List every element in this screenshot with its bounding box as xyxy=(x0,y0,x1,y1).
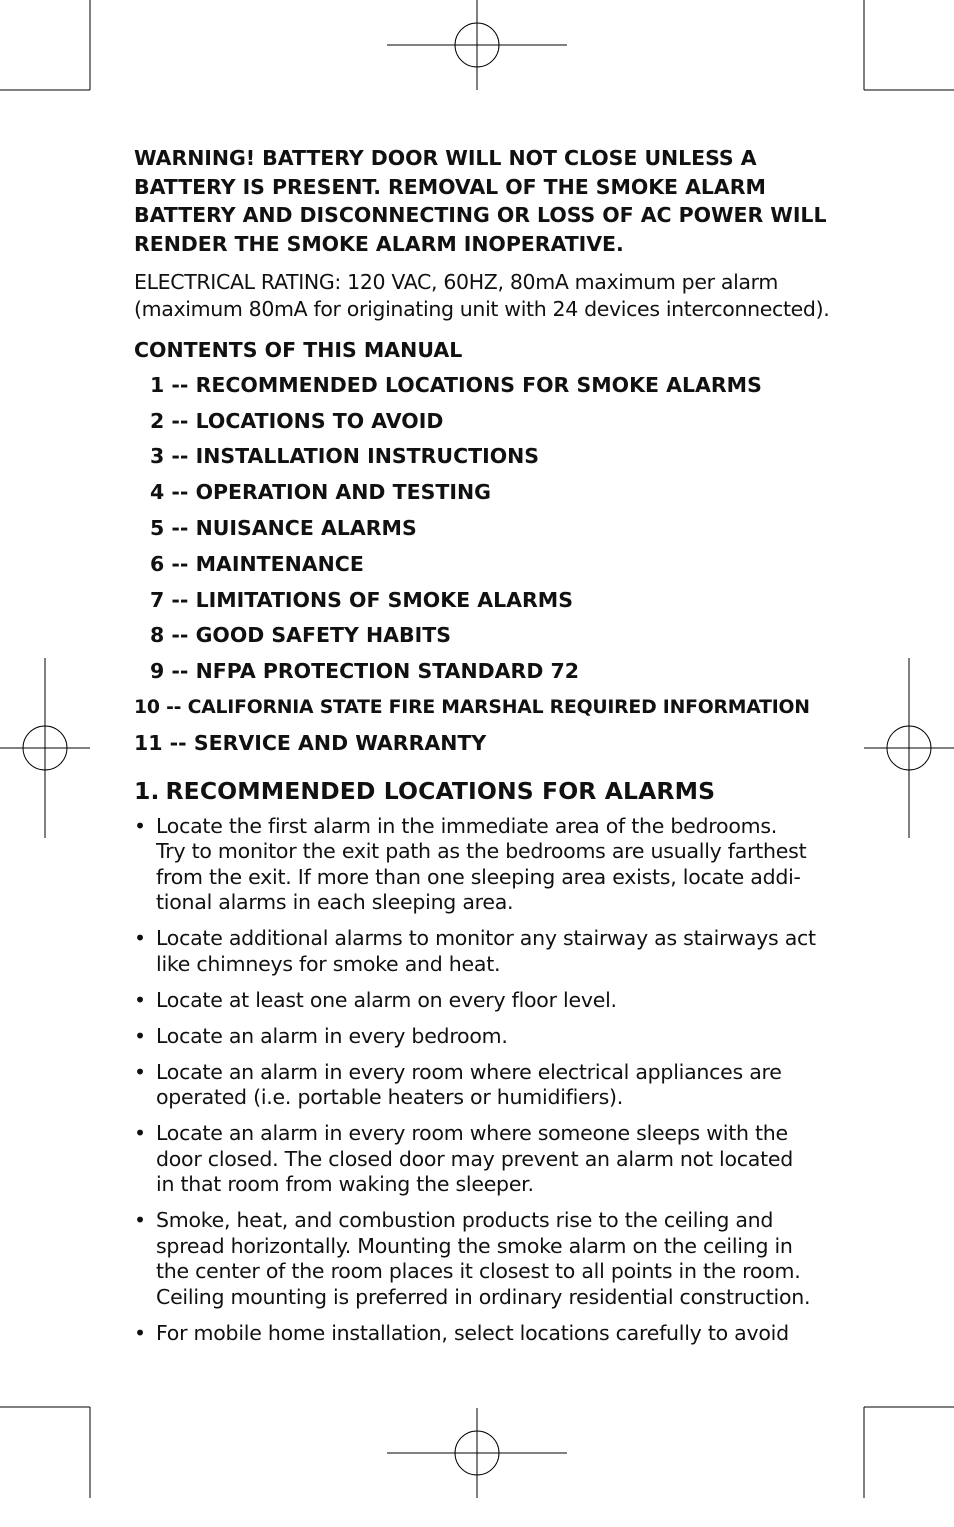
toc-item-label: CALIFORNIA STATE FIRE MARSHAL REQUIRED INFORMATION xyxy=(187,696,810,718)
bullet-line: Locate additional alarms to monitor any stairway as stairways act xyxy=(156,926,816,951)
electrical-rating xyxy=(134,269,834,324)
bullet-line: the center of the room places it closest to all points in the room. xyxy=(156,1259,801,1284)
toc-item-3 xyxy=(134,439,834,475)
toc-item-11 xyxy=(134,726,834,762)
bullet-icon: • xyxy=(134,926,146,951)
list-item xyxy=(134,988,834,1014)
bullet-icon: • xyxy=(134,1320,146,1345)
toc-item-number: 3 -- xyxy=(150,444,189,469)
list-item xyxy=(134,1208,834,1310)
manual-page xyxy=(134,144,834,1357)
registration-mark-bottom xyxy=(387,1408,567,1498)
toc-item-8 xyxy=(134,618,834,654)
toc-item-number: 9 -- xyxy=(150,659,189,684)
list-item xyxy=(134,1060,834,1111)
bullet-line: like chimneys for smoke and heat. xyxy=(156,951,501,976)
bullet-line: in that room from waking the sleeper. xyxy=(156,1172,534,1197)
bullet-line: Locate an alarm in every bedroom. xyxy=(156,1023,508,1048)
bullet-line: operated (i.e. portable heaters or humidifiers). xyxy=(156,1085,624,1110)
bullet-line: Locate an alarm in every room where electrical appliances are xyxy=(156,1059,782,1084)
electrical-rating-line-1: ELECTRICAL RATING: 120 VAC, 60HZ, 80mA maximum per alarm xyxy=(134,269,778,294)
toc-item-number: 8 -- xyxy=(150,623,189,648)
registration-mark-left xyxy=(0,658,90,838)
bullet-line: For mobile home installation, select locations carefully to avoid xyxy=(156,1320,789,1345)
battery-warning: WARNING! BATTERY DOOR WILL NOT CLOSE UNLESS A BATTERY IS PRESENT. REMOVAL OF THE SMOKE ALARM BATTERY AND DISCONNECTING OR LOSS OF AC POWER WILL RENDER THE SMOKE ALARM INOPERATIVE. xyxy=(134,146,827,257)
registration-mark-right xyxy=(864,658,954,838)
bullet-line: spread horizontally. Mounting the smoke alarm on the ceiling in xyxy=(156,1233,793,1258)
bullet-line: tional alarms in each sleeping area. xyxy=(156,890,514,915)
location-bullets xyxy=(134,814,834,1347)
toc-item-label: GOOD SAFETY HABITS xyxy=(195,623,452,648)
toc-item-number: 6 -- xyxy=(150,551,189,576)
bullet-icon: • xyxy=(134,1023,146,1048)
toc-item-number: 1 -- xyxy=(150,372,189,397)
toc-item-label: LIMITATIONS OF SMOKE ALARMS xyxy=(195,587,573,612)
toc-item-number: 7 -- xyxy=(150,587,189,612)
bullet-line: Locate an alarm in every room where someone sleeps with the xyxy=(156,1121,788,1145)
toc-item-number: 5 -- xyxy=(150,516,189,540)
list-item xyxy=(134,1024,834,1050)
table-of-contents xyxy=(134,368,834,762)
toc-item-1 xyxy=(134,368,834,404)
section-number: 1. xyxy=(134,776,160,805)
toc-item-label: NFPA PROTECTION STANDARD 72 xyxy=(195,659,579,684)
toc-item-5 xyxy=(134,511,834,547)
list-item xyxy=(134,1121,834,1198)
electrical-rating-line-2: (maximum 80mA for originating unit with 24 devices interconnected). xyxy=(134,297,830,322)
bullet-line: Locate the first alarm in the immediate area of the bedrooms. xyxy=(156,813,778,838)
bullet-line: Try to monitor the exit path as the bedrooms are usually farthest xyxy=(156,839,807,864)
toc-item-number: 11 -- xyxy=(134,730,187,755)
registration-mark-top xyxy=(387,0,567,90)
toc-item-label: LOCATIONS TO AVOID xyxy=(195,408,444,433)
toc-item-label: INSTALLATION INSTRUCTIONS xyxy=(195,444,540,469)
bullet-line: from the exit. If more than one sleeping area exists, locate addi- xyxy=(156,864,801,889)
toc-item-6 xyxy=(134,547,834,583)
section-1-heading xyxy=(134,774,834,808)
toc-item-4 xyxy=(134,475,834,511)
section-title: RECOMMENDED LOCATIONS FOR ALARMS xyxy=(165,776,716,805)
toc-item-number: 2 -- xyxy=(150,408,189,433)
list-item xyxy=(134,1321,834,1347)
bullet-icon: • xyxy=(134,1208,146,1233)
toc-item-label: RECOMMENDED LOCATIONS FOR SMOKE ALARMS xyxy=(195,372,762,397)
toc-item-label: NUISANCE ALARMS xyxy=(195,516,417,540)
toc-item-10 xyxy=(134,690,834,726)
list-item xyxy=(134,814,834,916)
contents-title: CONTENTS OF THIS MANUAL xyxy=(134,337,463,362)
toc-item-7 xyxy=(134,583,834,619)
toc-item-number: 4 -- xyxy=(150,480,189,505)
toc-item-label: OPERATION AND TESTING xyxy=(195,480,491,505)
bullet-line: Ceiling mounting is preferred in ordinary residential construction. xyxy=(156,1284,811,1309)
bullet-line: door closed. The closed door may prevent an alarm not located xyxy=(156,1146,793,1171)
toc-item-label: SERVICE AND WARRANTY xyxy=(193,730,487,755)
toc-item-label: MAINTENANCE xyxy=(195,551,364,576)
bullet-line: Locate at least one alarm on every floor level. xyxy=(156,987,617,1012)
bullet-icon: • xyxy=(134,813,146,838)
bullet-icon: • xyxy=(134,1121,146,1145)
bullet-icon: • xyxy=(134,1059,146,1084)
toc-item-2 xyxy=(134,404,834,440)
toc-item-9 xyxy=(134,654,834,690)
bullet-icon: • xyxy=(134,987,146,1012)
list-item xyxy=(134,926,834,977)
bullet-line: Smoke, heat, and combustion products rise to the ceiling and xyxy=(156,1208,774,1233)
toc-item-number: 10 -- xyxy=(134,696,182,718)
